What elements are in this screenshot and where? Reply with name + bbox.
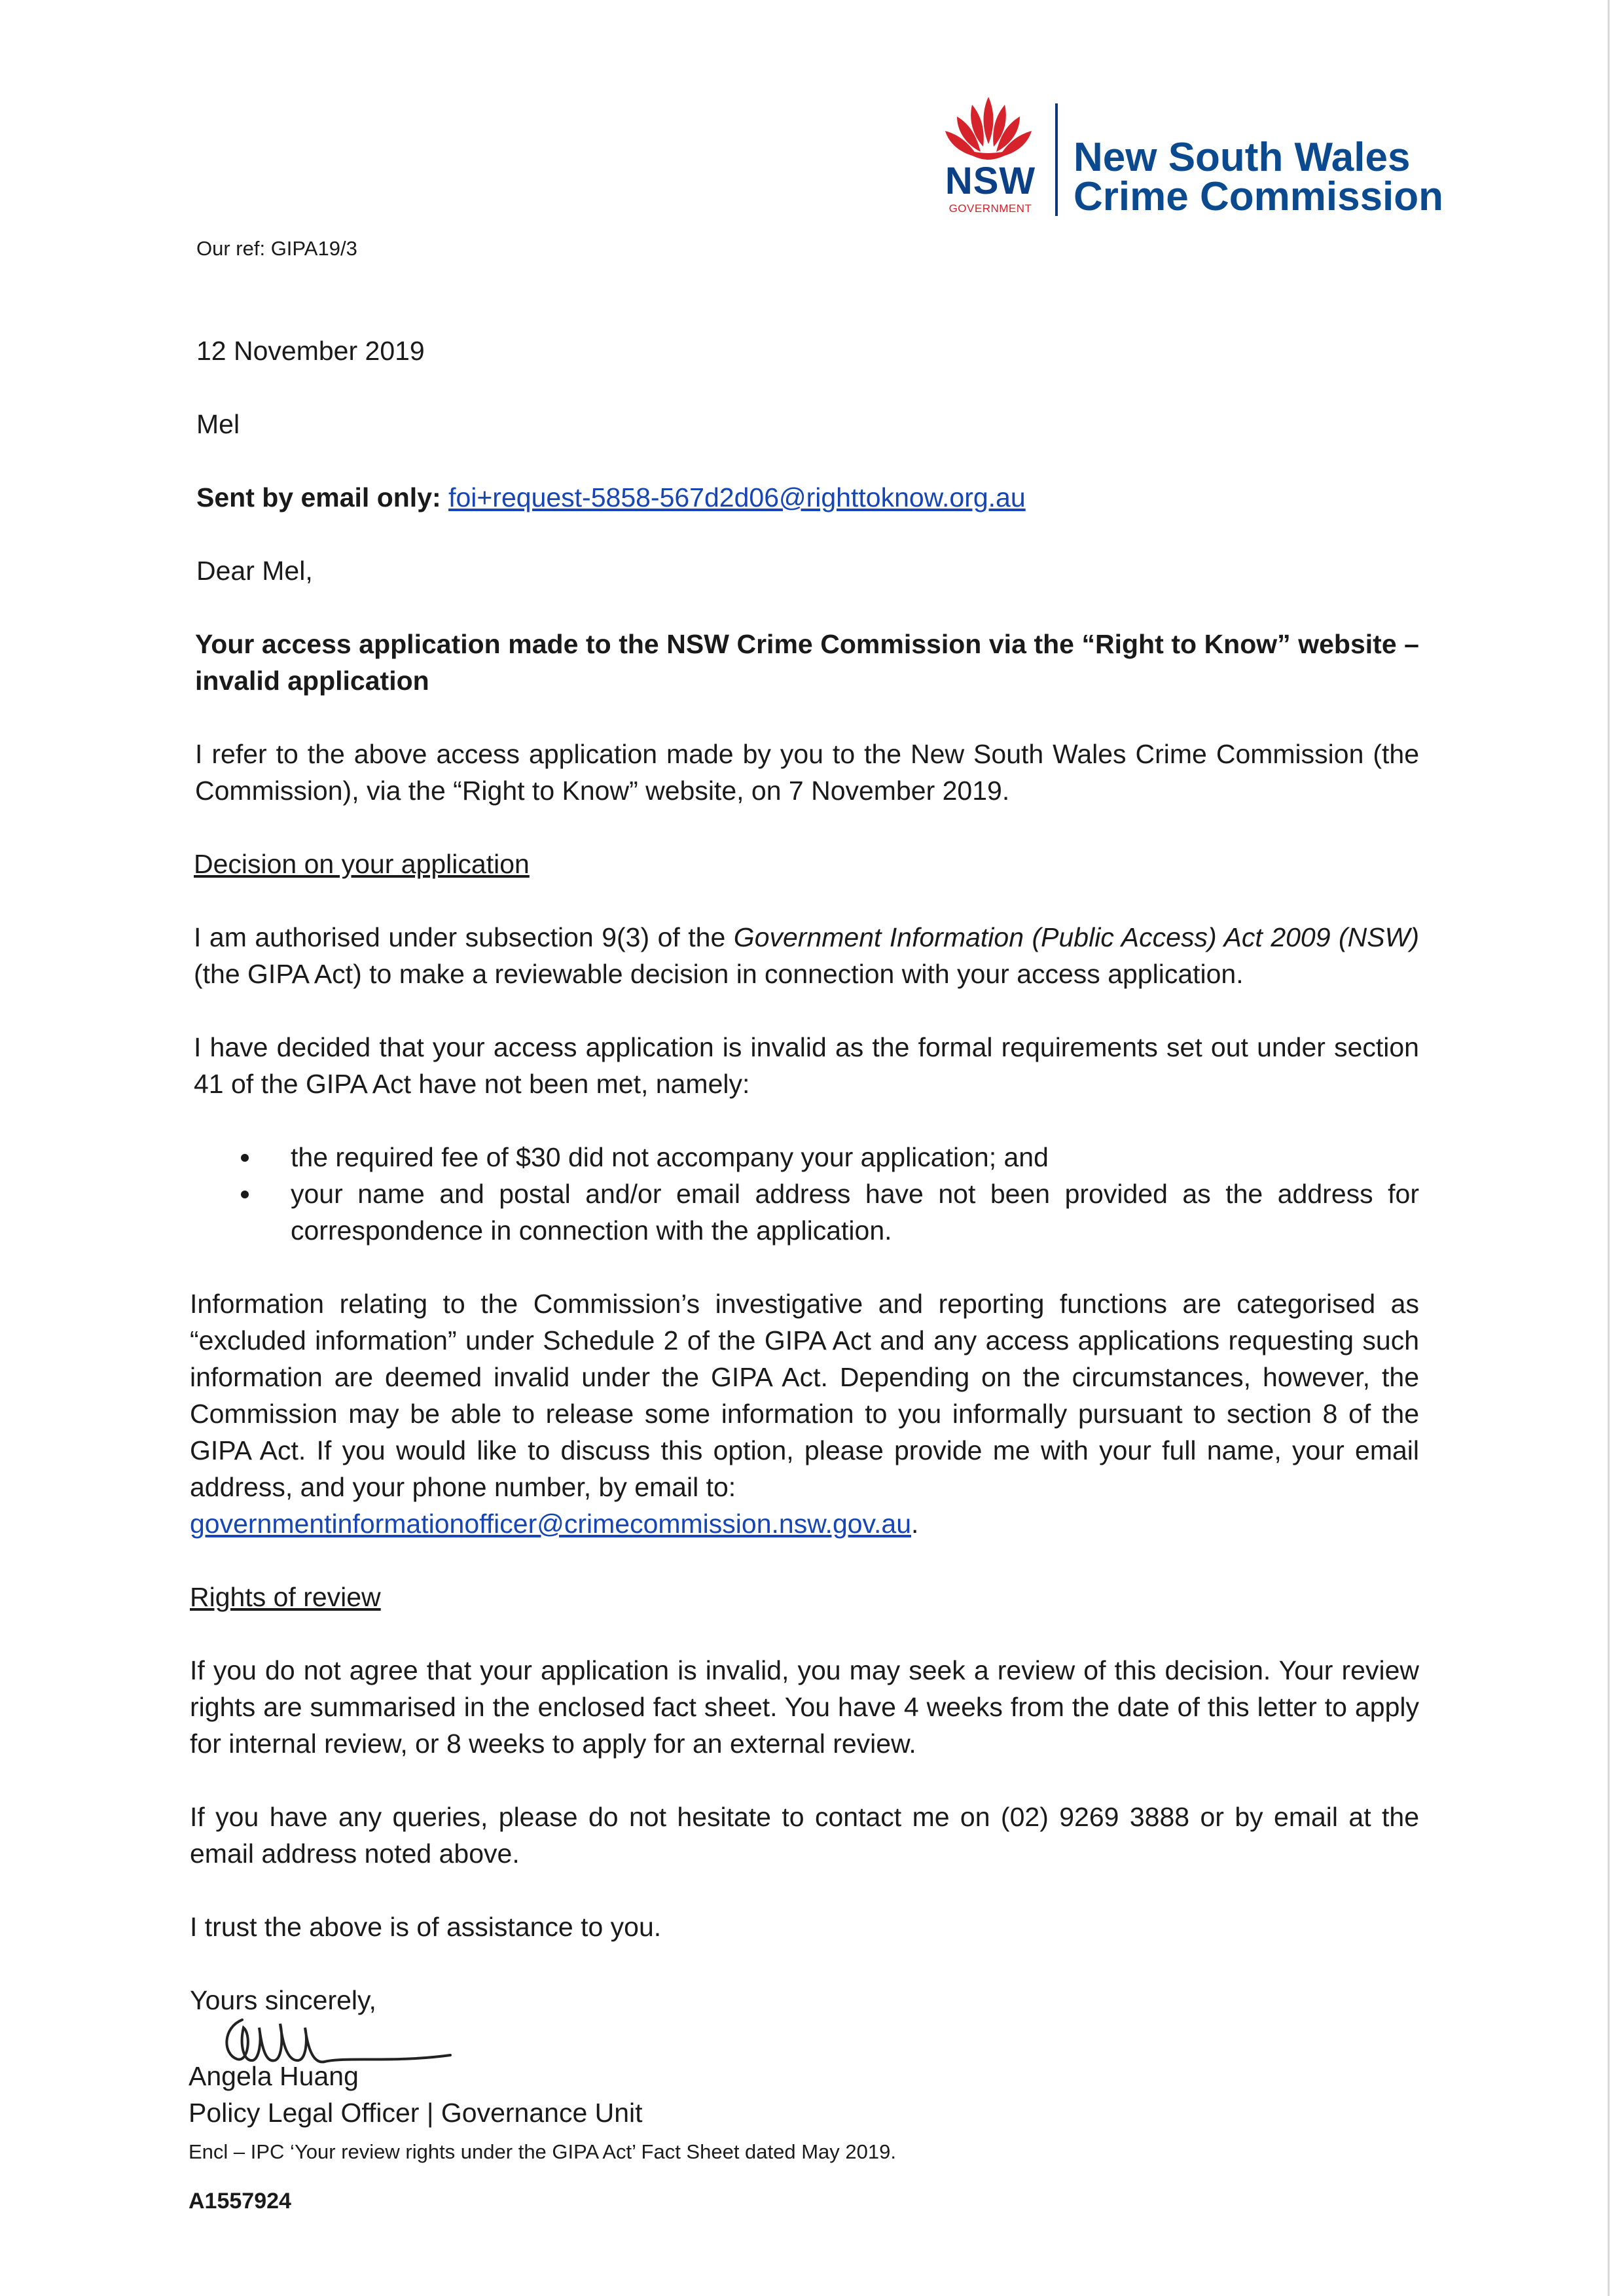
sent-by-line <box>196 479 1026 516</box>
heading-decision: Decision on your application <box>194 849 530 879</box>
bullet-icon <box>241 1154 249 1162</box>
heading-rights-of-review: Rights of review <box>190 1582 381 1612</box>
paragraph-refer: I refer to the above access application made by you to the New South Wales Crime Commission (the Commission), via the “Right to Know” website, on 7 November 2019. <box>195 739 1419 806</box>
paragraph-trust: I trust the above is of assistance to you. <box>190 1912 662 1942</box>
paragraph-authorised <box>194 919 1419 992</box>
bullet-icon <box>241 1191 249 1198</box>
authorised-text-end: (the GIPA Act) to make a reviewable decision in connection with your access application. <box>194 959 1244 989</box>
government-wordmark: GOVERNMENT <box>948 202 1032 215</box>
contact-email-link[interactable]: governmentinformationofficer@crimecommission.nsw.gov.au <box>190 1509 911 1539</box>
our-reference: Our ref: GIPA19/3 <box>196 237 357 260</box>
signer-name: Angela Huang <box>189 2061 359 2091</box>
gipa-act-title: Government Information (Public Access) Act 2009 (NSW) <box>733 922 1419 952</box>
logo-divider <box>1055 103 1058 216</box>
paragraph-decided: I have decided that your access application is invalid as the formal requirements set out under section 41 of the GIPA Act have not been met, namely: <box>194 1032 1419 1099</box>
list-item: your name and postal and/or email address have not been provided as the address for correspondence in connection with the application. <box>237 1175 1419 1249</box>
document-number: A1557924 <box>189 2189 291 2214</box>
authorised-text-start: I am authorised under subsection 9(3) of the <box>194 922 734 952</box>
salutation: Dear Mel, <box>196 556 313 586</box>
signer-title: Policy Legal Officer | Governance Unit <box>189 2098 643 2128</box>
nsw-wordmark: NSW <box>945 160 1036 202</box>
org-name-line1: New South Wales <box>1074 135 1411 180</box>
information-text: Information relating to the Commission’s investigative and reporting functions are categorised as “excluded information” under Schedule 2 of the GIPA Act and any access applications requesting such information are deemed invalid under the GIPA Act. Depending on the circumstances, however, the Commission may be able to release some information to you informally pursuant to section 8 of the GIPA Act. If you would like to discuss this option, please provide me with your full name, your email address, and your phone number, by email to: <box>190 1289 1419 1502</box>
sent-by-label: Sent by email only: <box>196 482 441 512</box>
paragraph-review: If you do not agree that your application is invalid, you may seek a review of this decision. Your review rights are summarised in the enclosed fact sheet. You have 4 weeks from the date of this letter to apply for internal review, or 8 weeks to apply for an external review. <box>190 1655 1419 1759</box>
nsw-crime-commission-logo <box>936 92 1444 223</box>
list-item: the required fee of $30 did not accompany your application; and <box>237 1139 1419 1175</box>
paragraph-information: Information relating to the Commission’s investigative and reporting functions are categorised as “excluded information” under Schedule 2 of the GIPA Act and any access applications requesting such information are deemed invalid under the GIPA Act. Depending on the circumstances, however, the Commission may be able to release some information to you informally pursuant to section 8 of the GIPA Act. If you would like to discuss this option, please provide me with your full name, your email address, and your phone number, by email to: governmentinformationofficer@crimecommission.nsw.gov.au. <box>190 1289 1419 1539</box>
paragraph-queries: If you have any queries, please do not hesitate to contact me on (02) 9269 3888 or by email at the email address noted above. <box>190 1802 1419 1869</box>
page-edge <box>1608 0 1610 2296</box>
recipient-name: Mel <box>196 409 240 439</box>
closing: Yours sincerely, <box>190 1985 376 2015</box>
recipient-email-link[interactable]: foi+request-5858-567d2d06@righttoknow.org.au <box>448 482 1026 512</box>
org-name-line2: Crime Commission <box>1074 174 1444 219</box>
subject-heading: Your access application made to the NSW Crime Commission via the “Right to Know” website – invalid application <box>195 629 1419 696</box>
letter-date: 12 November 2019 <box>196 336 425 366</box>
enclosure-note: Encl – IPC ‘Your review rights under the GIPA Act’ Fact Sheet dated May 2019. <box>189 2140 896 2163</box>
invalid-reasons-list <box>237 1139 1419 1249</box>
